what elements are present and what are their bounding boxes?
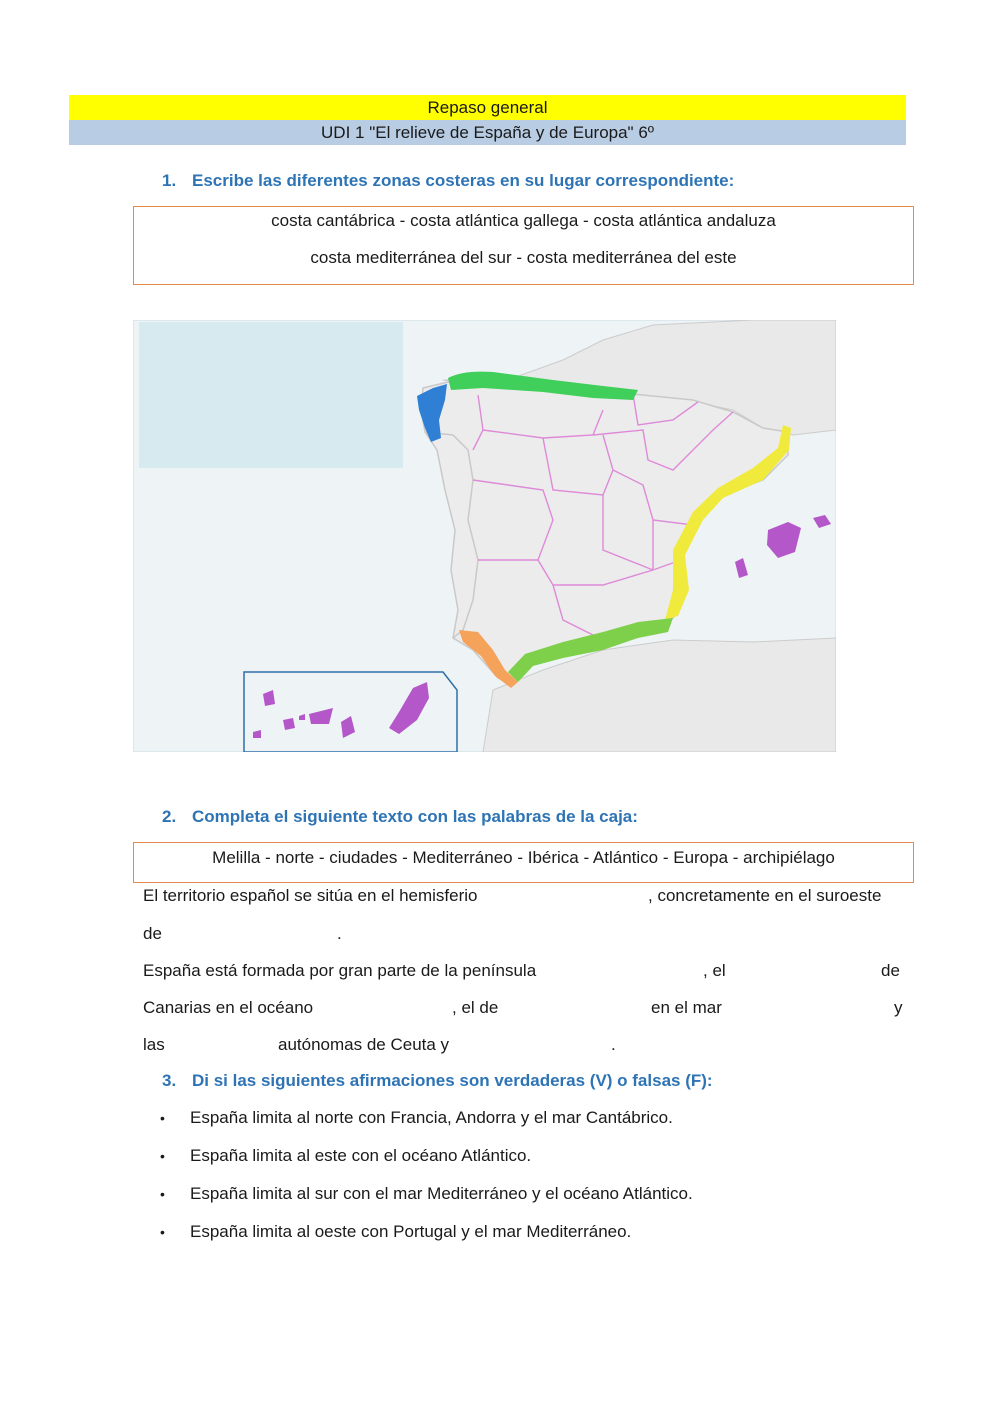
q2-word-list: Melilla - norte - ciudades - Mediterráneo - Ibérica - Atlántico - Europa - archipiélago [212, 848, 835, 867]
q1-word-line-2: costa mediterránea del sur - costa mediterránea del este [310, 248, 737, 267]
bullet-icon: • [160, 1148, 165, 1164]
q2-text-2b: . [337, 924, 342, 943]
q2-text-4a: Canarias en el océano [143, 998, 314, 1017]
bullet-icon: • [160, 1224, 165, 1240]
q2-number: 2. [162, 807, 177, 826]
q2-heading [162, 807, 638, 827]
q2-text-5b: autónomas de Ceuta y [278, 1035, 450, 1054]
q1-title: Escribe las diferentes zonas costeras en su lugar correspondiente: [192, 171, 735, 190]
q2-title: Completa el siguiente texto con las palabras de la caja: [192, 807, 638, 826]
q3-statement [160, 1146, 531, 1166]
q1-number: 1. [162, 171, 177, 190]
bullet-icon: • [160, 1110, 165, 1126]
q2-text-3b: , el [703, 961, 726, 980]
q2-text-4d: y [894, 998, 903, 1017]
q3-statement-text: España limita al norte con Francia, Andorra y el mar Cantábrico. [190, 1108, 673, 1127]
q1-word-box [133, 206, 914, 285]
q2-text-1b: , concretamente en el suroeste [648, 886, 882, 905]
q2-text-3c: de [881, 961, 900, 980]
q3-statement [160, 1108, 673, 1128]
q2-text-1a: El territorio español se sitúa en el hemisferio [143, 886, 478, 905]
q3-statement-text: España limita al este con el océano Atlántico. [190, 1146, 532, 1165]
map-answer-box[interactable] [139, 322, 403, 468]
q1-word-line-1: costa cantábrica - costa atlántica gallega - costa atlántica andaluza [271, 211, 776, 230]
q2-text-2a: de [143, 924, 162, 943]
q3-number: 3. [162, 1071, 177, 1090]
q2-text-4b: , el de [452, 998, 499, 1017]
q3-statement-text: España limita al oeste con Portugal y el mar Mediterráneo. [190, 1222, 632, 1241]
header-title: Repaso general [69, 95, 906, 120]
q3-statement [160, 1184, 693, 1204]
bullet-icon: • [160, 1186, 165, 1202]
q3-statement [160, 1222, 631, 1242]
q2-text-5a: las [143, 1035, 165, 1054]
q2-word-box [133, 842, 914, 883]
q2-text-5c: . [611, 1035, 616, 1054]
q3-statement-text: España limita al sur con el mar Mediterráneo y el océano Atlántico. [190, 1184, 693, 1203]
q3-heading [162, 1071, 713, 1091]
q1-heading [162, 171, 734, 191]
map-svg [133, 320, 836, 752]
spain-coast-map [133, 320, 836, 752]
q2-text-4c: en el mar [651, 998, 722, 1017]
header-subtitle: UDI 1 "El relieve de España y de Europa" 6º [69, 120, 906, 145]
q3-title: Di si las siguientes afirmaciones son verdaderas (V) o falsas (F): [192, 1071, 713, 1090]
q2-text-3a: España está formada por gran parte de la península [143, 961, 537, 980]
